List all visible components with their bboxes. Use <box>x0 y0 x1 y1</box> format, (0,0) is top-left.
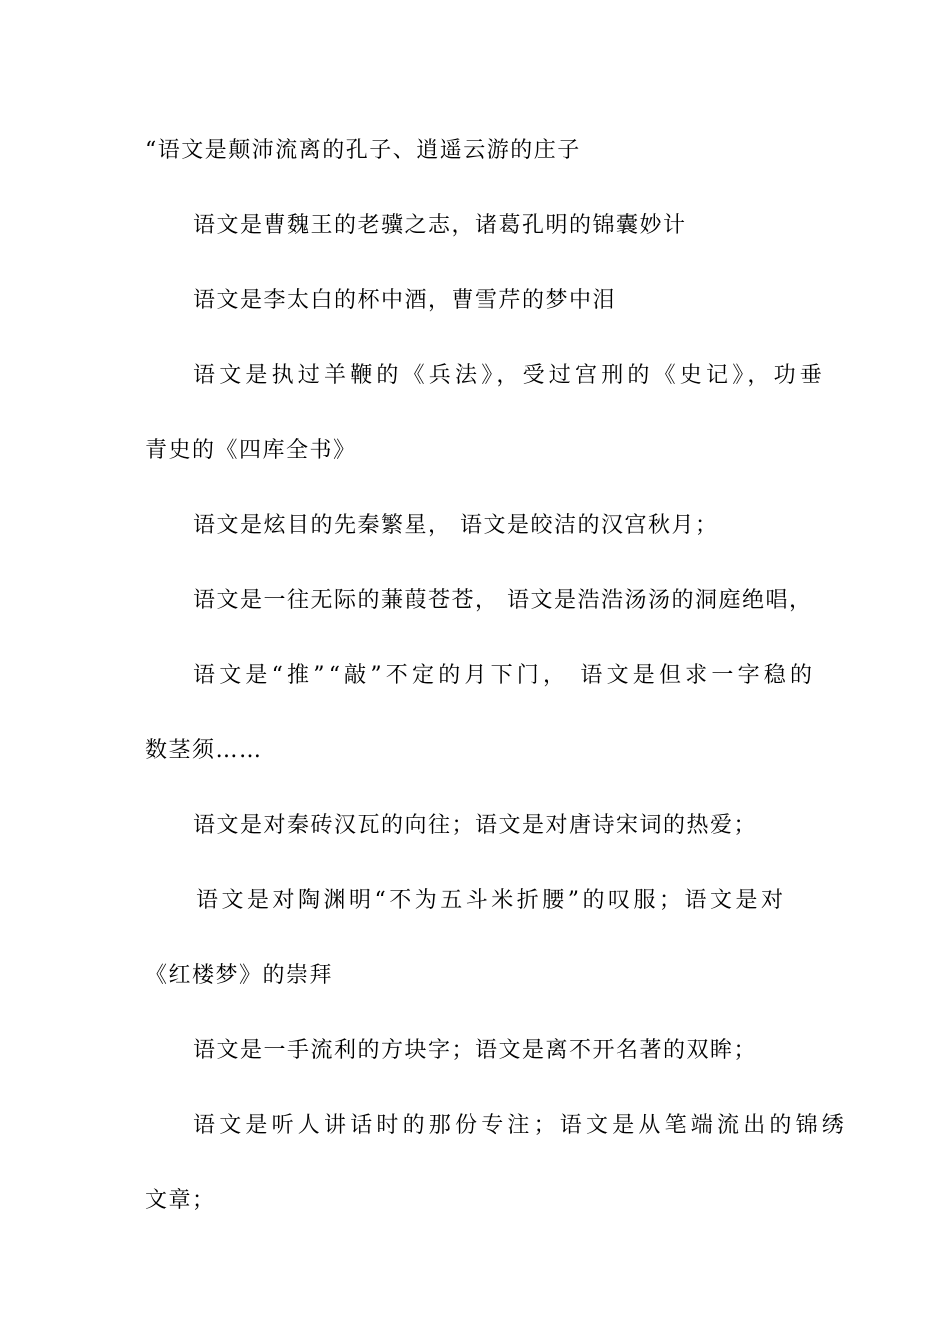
paragraph-line-3: 语文是李太白的杯中酒，曹雪芹的梦中泪 <box>193 288 617 313</box>
paragraph-line-5: 青史的《四库全书》 <box>145 438 357 463</box>
paragraph-line-14: 语文是听人讲话时的那份专注；语文是从笔端流出的锦绣 <box>193 1113 849 1138</box>
paragraph-line-9: 数茎须…… <box>145 738 263 763</box>
paragraph-line-13: 语文是一手流利的方块字；语文是离不开名著的双眸； <box>193 1038 758 1063</box>
paragraph-line-10: 语文是对秦砖汉瓦的向往；语文是对唐诗宋词的热爱； <box>193 813 758 838</box>
paragraph-line-15: 文章； <box>145 1188 216 1213</box>
paragraph-line-4: 语文是执过羊鞭的《兵法》，受过宫刑的《史记》，功垂 <box>193 363 827 388</box>
paragraph-line-6: 语文是炫目的先秦繁星， 语文是皎洁的汉宫秋月； <box>193 513 719 538</box>
paragraph-line-11: 语文是对陶渊明“不为五斗米折腰”的叹服；语文是对 <box>196 888 787 913</box>
paragraph-line-2: 语文是曹魏王的老骥之志，诸葛孔明的锦囊妙计 <box>193 213 687 238</box>
paragraph-line-12: 《红楼梦》的崇拜 <box>145 963 334 988</box>
paragraph-line-7: 语文是一往无际的蒹葭苍苍， 语文是浩浩汤汤的洞庭绝唱， <box>193 588 813 613</box>
paragraph-line-8: 语文是“推”“敲”不定的月下门， 语文是但求一字稳的 <box>193 663 817 688</box>
paragraph-line-1: “语文是颠沛流离的孔子、逍遥云游的庄子 <box>145 138 581 163</box>
